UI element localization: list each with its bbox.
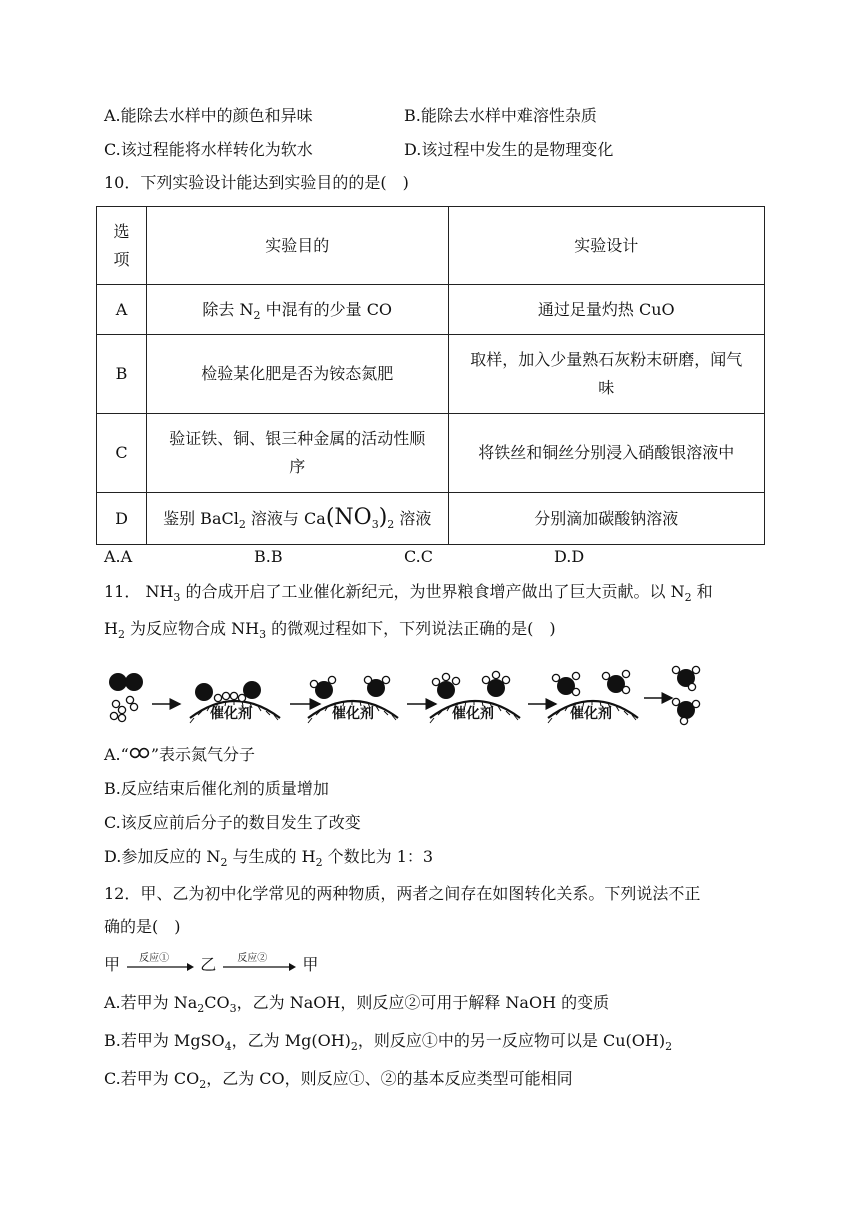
q11-option-b: B.反应结束后催化剂的质量增加: [104, 779, 329, 798]
q10-answer-c: C.C: [404, 547, 433, 566]
q12-stem-line1: 12．甲、乙为初中化学常见的两种物质，两者之间存在如图转化关系。下列说法不正: [104, 884, 701, 903]
row-design: 取样，加入少量熟石灰粉末研磨，闻气 味: [448, 335, 764, 414]
conversion-chain: [104, 954, 318, 978]
header-design: 实验设计: [448, 207, 764, 285]
reactant-h2-molecules: [110, 696, 137, 721]
q11-option-c: C.该反应前后分子的数目发生了改变: [104, 813, 361, 832]
q11-option-a: A.“ ”表示氮气分子: [104, 745, 256, 764]
arrow-icon: [125, 956, 195, 976]
q10-stem: 10．下列实验设计能达到实验目的的是( ): [104, 173, 409, 192]
row-purpose: 检验某化肥是否为铵态氮肥: [146, 335, 448, 414]
row-option: B: [97, 335, 147, 414]
q10-answer-b: B.B: [254, 547, 283, 566]
q9-option-c: C.该过程能将水样转化为软水: [104, 140, 313, 159]
table-header-row: [97, 207, 765, 285]
q12-option-c: C.若甲为 $CO_2$，乙为 CO，则反应①、②的基本反应类型可能相同: [104, 1069, 573, 1091]
reaction-arrow-1: 反应①: [125, 956, 195, 976]
q10-answer-d: D.D: [554, 547, 585, 566]
arrow-icon: [221, 956, 297, 976]
table-row: [97, 493, 765, 545]
q10-answer-a: A.A: [104, 547, 133, 566]
reaction-process-diagram: [100, 660, 710, 736]
row-option: D: [97, 493, 147, 545]
product-nh3-molecules: [672, 666, 699, 724]
chain-jia-end: 甲: [302, 955, 319, 974]
row-design: 通过足量灼热 CuO: [448, 285, 764, 335]
table-row: [97, 335, 765, 414]
catalyst-label: 催化剂: [210, 706, 252, 722]
q12-option-b: B.若甲为 MgSO$_4$，乙为 $Mg(OH)_2$，则反应①中的另一反应物可以是 $Cu(OH)_2$: [104, 1031, 673, 1053]
row-design: 分别滴加碳酸钠溶液: [448, 493, 764, 545]
q9-option-b: B.能除去水样中难溶性杂质: [404, 106, 597, 125]
catalyst-label: 催化剂: [332, 706, 374, 722]
h2-molecule-icon: [129, 747, 151, 759]
experiment-table: [96, 206, 765, 545]
row-option: A: [97, 285, 147, 335]
reaction-arrow-2: 反应②: [221, 956, 297, 976]
chain-yi: 乙: [200, 955, 217, 974]
q11-stem-line2: $H_2$ 为反应物合成 $NH_3$ 的微观过程如下，下列说法正确的是( ): [104, 619, 556, 641]
header-option: 选 项: [97, 207, 147, 285]
row-purpose: 鉴别 BaCl$_2$ 溶液与 $Ca(NO_3)_2$ 溶液: [146, 493, 448, 545]
table-row: [97, 414, 765, 493]
q11-option-d: D.参加反应的 $N_2$ 与生成的 $H_2$ 个数比为 1：3: [104, 847, 434, 869]
q9-option-d: D.该过程中发生的是物理变化: [404, 140, 614, 159]
row-purpose: 验证铁、铜、银三种金属的活动性顺 序: [146, 414, 448, 493]
row-design: 将铁丝和铜丝分别浸入硝酸银溶液中: [448, 414, 764, 493]
q12-stem-line2: 确的是( ): [104, 917, 181, 936]
q12-option-a: A.若甲为 $Na_2CO_3$，乙为 NaOH，则反应②可用于解释 NaOH 的变质: [104, 993, 610, 1015]
table-row: [97, 285, 765, 335]
header-purpose: 实验目的: [146, 207, 448, 285]
chain-jia-start: 甲: [104, 955, 121, 974]
catalyst-label: 催化剂: [452, 706, 494, 722]
row-purpose: 除去 $N_2$ 中混有的少量 CO: [146, 285, 448, 335]
q11-stem-line1: 11． $NH_3$ 的合成开启了工业催化新纪元，为世界粮食增产做出了巨大贡献。以 $N_2$ 和: [104, 582, 713, 604]
reactant-n2-molecule: [109, 673, 143, 691]
q9-option-a: A.能除去水样中的颜色和异味: [104, 106, 313, 125]
row-option: C: [97, 414, 147, 493]
catalyst-label: 催化剂: [570, 706, 612, 722]
